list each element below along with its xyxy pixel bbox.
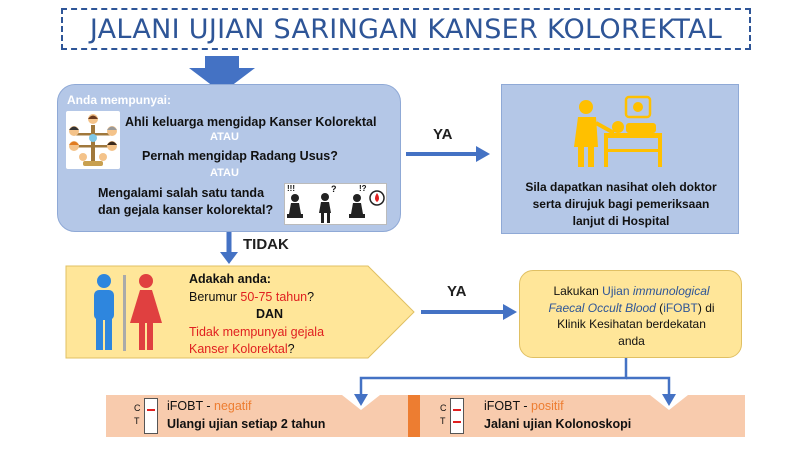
yes-label-2: YA <box>447 283 467 300</box>
ifobt-hl2: immunological <box>632 284 710 298</box>
doctor-patient-icon <box>570 93 670 171</box>
doctor-line-2: serta dirujuk bagi pemeriksaan <box>532 197 710 211</box>
page-title: JALANI UJIAN SARINGAN KANSER KOLOREKTAL <box>89 13 723 45</box>
test-strip-positive <box>450 398 464 434</box>
no-label: TIDAK <box>243 236 289 253</box>
arrow-yes2-head <box>503 304 517 320</box>
positive-status: positif <box>531 399 564 413</box>
step1-box <box>57 84 401 232</box>
ifobt-hl1: Ujian <box>602 284 633 298</box>
ifobt-line-2 <box>520 300 743 317</box>
positive-t-line <box>453 421 461 423</box>
symptom-mark-3: !? <box>359 184 367 193</box>
ifobt-paren-close: ) di <box>697 300 715 315</box>
ifobt-abbr: iFOBT <box>663 300 698 315</box>
men-women-icon <box>88 273 164 353</box>
positive-action: Jalani ujian Kolonoskopi <box>484 417 632 431</box>
doctor-advice-text <box>502 179 740 230</box>
step2-header: Adakah anda: <box>189 272 271 286</box>
yes-label-1: YA <box>433 126 453 143</box>
positive-t-label: T <box>440 416 446 426</box>
positive-result-line <box>484 399 564 413</box>
title-box <box>61 8 751 50</box>
positive-c-line <box>453 409 461 411</box>
ifobt-line-4: anda <box>618 333 645 348</box>
step2-nosym-line2-wrap <box>189 342 295 356</box>
doctor-line-1: Sila dapatkan nasihat oleh doktor <box>525 180 717 194</box>
arrow-no-head <box>220 252 238 264</box>
ifobt-paren-open: ( <box>655 300 664 315</box>
step2-nosym-line1: Tidak mempunyai gejala <box>189 325 325 339</box>
branch-line <box>361 358 626 396</box>
positive-c-label: C <box>440 403 447 413</box>
results-divider <box>408 395 420 437</box>
step2-age-value: 50-75 tahun <box>240 290 308 304</box>
ifobt-box <box>519 270 742 358</box>
branch-head-right <box>662 394 676 406</box>
step2-nosym-line2: Kanser Kolorektal <box>189 342 288 356</box>
test-strip-negative <box>144 398 158 434</box>
arrow-yes1-head <box>476 146 490 162</box>
step2-age-suffix: ? <box>307 290 315 304</box>
step1-q2: Pernah mengidap Radang Usus? <box>142 149 338 163</box>
step1-q1: Ahli keluarga mengidap Kanser Kolorektal <box>125 115 377 129</box>
negative-action: Ulangi ujian setiap 2 tahun <box>167 417 326 431</box>
step1-or2: ATAU <box>210 167 239 179</box>
symptoms-illustration <box>284 183 387 225</box>
doctor-box <box>501 84 739 234</box>
negative-t-label: T <box>134 416 140 426</box>
ifobt-line-3: Klinik Kesihatan berdekatan <box>557 317 706 331</box>
ifobt-prefix: Lakukan <box>553 284 603 298</box>
step1-header: Anda mempunyai: <box>67 93 172 107</box>
step1-q3-line2: dan gejala kanser kolorektal? <box>98 203 274 217</box>
family-tree-icon <box>66 111 120 169</box>
negative-status: negatif <box>214 399 252 413</box>
step2-age-prefix: Berumur <box>189 290 241 304</box>
step2-and: DAN <box>256 307 284 321</box>
branch-line-right <box>626 378 669 396</box>
negative-prefix: iFOBT - <box>167 399 214 413</box>
ifobt-text <box>520 283 743 349</box>
negative-c-line <box>147 409 155 411</box>
negative-result-line <box>167 399 252 413</box>
ifobt-hl3: Faecal Occult Blood <box>548 300 656 315</box>
doctor-line-3: lanjut di Hospital <box>572 214 670 228</box>
positive-prefix: iFOBT - <box>484 399 531 413</box>
ifobt-line-1 <box>520 283 743 300</box>
step2-age-line <box>189 290 314 304</box>
step1-or1: ATAU <box>210 131 239 143</box>
step2-nosym-suffix: ? <box>287 342 295 356</box>
step1-q3-line1: Mengalami salah satu tanda <box>98 186 265 200</box>
symptom-mark-1: !!! <box>287 184 295 193</box>
negative-c-label: C <box>134 403 141 413</box>
branch-head-left <box>354 394 368 406</box>
symptom-mark-2: ? <box>331 184 337 194</box>
